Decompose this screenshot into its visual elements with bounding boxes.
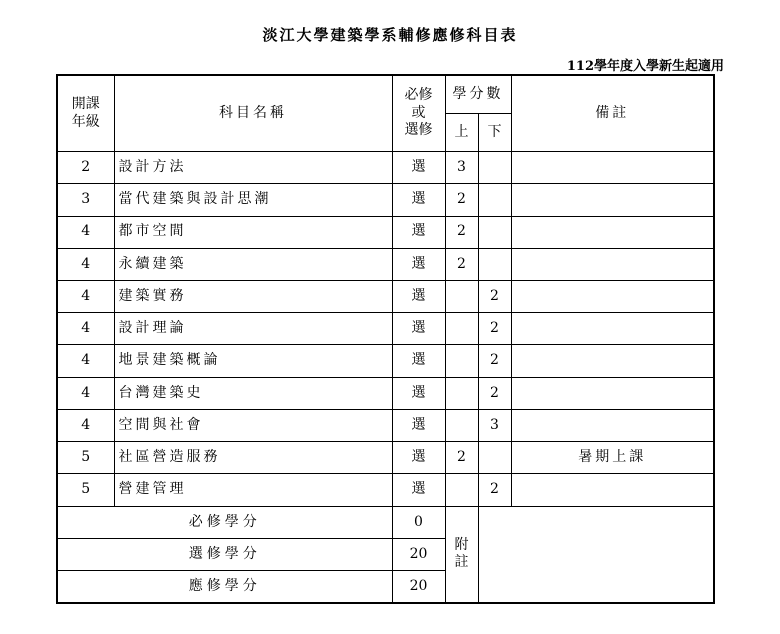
course-name-cell: 永續建築 <box>114 248 392 280</box>
header-row <box>57 75 714 113</box>
sem2-credit-cell: 2 <box>478 377 511 409</box>
sem2-credit-cell <box>478 248 511 280</box>
remark-cell <box>511 377 714 409</box>
course-name-cell: 台灣建築史 <box>114 377 392 409</box>
totals-label: 應修學分 <box>57 571 392 603</box>
sem2-credit-cell: 2 <box>478 345 511 377</box>
remark-cell <box>511 184 714 216</box>
year-cell: 4 <box>57 313 114 345</box>
header-credits: 學分數 <box>445 75 511 113</box>
sem1-credit-cell <box>445 377 478 409</box>
remark-cell <box>511 248 714 280</box>
sem2-credit-cell: 3 <box>478 409 511 441</box>
course-table <box>56 74 715 604</box>
totals-value: 0 <box>392 506 445 538</box>
remark-cell <box>511 152 714 184</box>
table-row <box>57 474 714 506</box>
remark-cell <box>511 216 714 248</box>
table-row <box>57 377 714 409</box>
sem2-credit-cell: 2 <box>478 313 511 345</box>
year-cell: 4 <box>57 248 114 280</box>
type-cell: 選 <box>392 248 445 280</box>
header-course-name: 科目名稱 <box>114 75 392 152</box>
sem2-credit-cell: 2 <box>478 281 511 313</box>
course-name-cell: 都市空間 <box>114 216 392 248</box>
table-row <box>57 442 714 474</box>
table-row <box>57 216 714 248</box>
header-remarks: 備註 <box>511 75 714 152</box>
totals-row <box>57 506 714 538</box>
year-cell: 5 <box>57 474 114 506</box>
type-cell: 選 <box>392 184 445 216</box>
sem1-credit-cell: 2 <box>445 442 478 474</box>
course-name-cell: 當代建築與設計思潮 <box>114 184 392 216</box>
footnote-content <box>478 506 714 603</box>
header-required-or-elective: 必修 或 選修 <box>392 75 445 152</box>
header-sem1: 上 <box>445 113 478 151</box>
remark-cell <box>511 345 714 377</box>
table-row <box>57 281 714 313</box>
sem2-credit-cell <box>478 216 511 248</box>
totals-value: 20 <box>392 571 445 603</box>
totals-label: 選修學分 <box>57 538 392 570</box>
remark-cell <box>511 313 714 345</box>
header-year: 開課 年級 <box>57 75 114 152</box>
table-row <box>57 152 714 184</box>
course-name-cell: 地景建築概論 <box>114 345 392 377</box>
year-cell: 4 <box>57 281 114 313</box>
course-name-cell: 設計理論 <box>114 313 392 345</box>
year-cell: 4 <box>57 377 114 409</box>
sem1-credit-cell <box>445 409 478 441</box>
course-name-cell: 空間與社會 <box>114 409 392 441</box>
course-name-cell: 建築實務 <box>114 281 392 313</box>
table-row <box>57 345 714 377</box>
course-name-cell: 營建管理 <box>114 474 392 506</box>
type-cell: 選 <box>392 474 445 506</box>
type-cell: 選 <box>392 345 445 377</box>
sem2-credit-cell: 2 <box>478 474 511 506</box>
document-title: 淡江大學建築學系輔修應修科目表 <box>262 26 518 44</box>
table-row <box>57 248 714 280</box>
sem2-credit-cell <box>478 442 511 474</box>
sem1-credit-cell: 2 <box>445 248 478 280</box>
sem1-credit-cell <box>445 313 478 345</box>
sem1-credit-cell: 3 <box>445 152 478 184</box>
type-cell: 選 <box>392 442 445 474</box>
sem1-credit-cell <box>445 281 478 313</box>
year-cell: 5 <box>57 442 114 474</box>
sem2-credit-cell <box>478 152 511 184</box>
footnote-label: 附 註 <box>445 506 478 603</box>
sem1-credit-cell: 2 <box>445 216 478 248</box>
sem1-credit-cell: 2 <box>445 184 478 216</box>
year-cell: 4 <box>57 345 114 377</box>
totals-value: 20 <box>392 538 445 570</box>
course-name-cell: 社區營造服務 <box>114 442 392 474</box>
type-cell: 選 <box>392 409 445 441</box>
remark-cell <box>511 281 714 313</box>
remark-cell: 暑期上課 <box>511 442 714 474</box>
applicability-note: 112學年度入學新生起適用 <box>566 59 724 74</box>
year-cell: 4 <box>57 409 114 441</box>
remark-cell <box>511 409 714 441</box>
year-cell: 4 <box>57 216 114 248</box>
sem2-credit-cell <box>478 184 511 216</box>
sem1-credit-cell <box>445 345 478 377</box>
sem1-credit-cell <box>445 474 478 506</box>
header-sem2: 下 <box>478 113 511 151</box>
table-row <box>57 409 714 441</box>
type-cell: 選 <box>392 377 445 409</box>
totals-label: 必修學分 <box>57 506 392 538</box>
type-cell: 選 <box>392 281 445 313</box>
table-row <box>57 313 714 345</box>
course-name-cell: 設計方法 <box>114 152 392 184</box>
year-cell: 2 <box>57 152 114 184</box>
type-cell: 選 <box>392 152 445 184</box>
year-cell: 3 <box>57 184 114 216</box>
type-cell: 選 <box>392 216 445 248</box>
remark-cell <box>511 474 714 506</box>
type-cell: 選 <box>392 313 445 345</box>
table-row <box>57 184 714 216</box>
